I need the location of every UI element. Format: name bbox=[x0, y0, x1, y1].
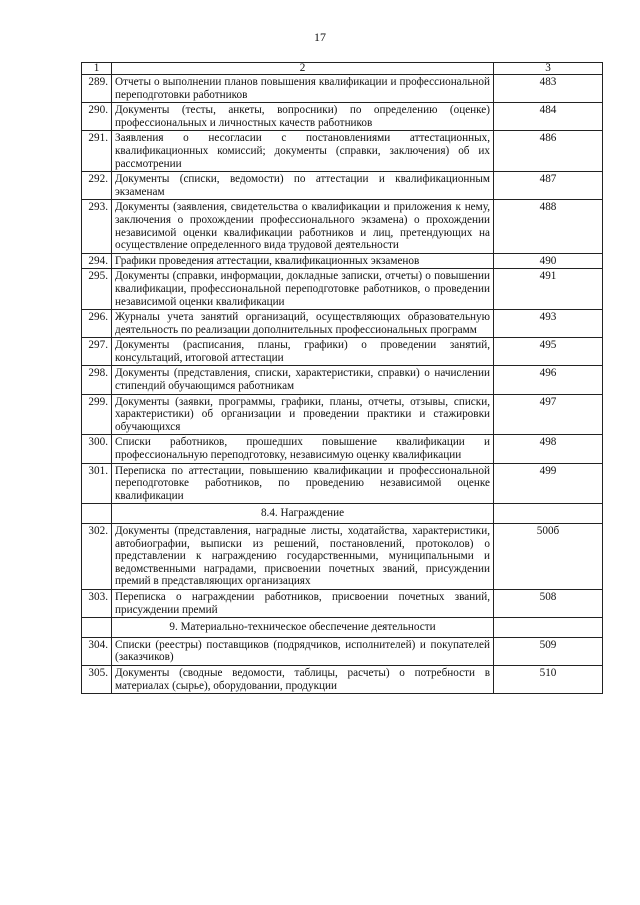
table-row bbox=[82, 589, 603, 617]
row-description: Документы (расписания, планы, графики) о проведении занятий, консультаций, итоговой аттестации bbox=[112, 338, 494, 366]
table-row bbox=[82, 366, 603, 394]
row-number: 300. bbox=[82, 435, 112, 463]
header-col-1: 1 bbox=[82, 63, 112, 75]
row-number: 305. bbox=[82, 665, 112, 693]
row-description: Документы (представления, наградные листы, ходатайства, характеристики, автобиографии, выписки из решений, постановлений, протоколов) о представлении к награждению государственными, муниципальными и ведомственными наградами, присвоении почетных званий, присуждении премий в представляющих организациях bbox=[112, 524, 494, 590]
table-row bbox=[82, 394, 603, 435]
row-description: Переписка о награждении работников, присвоении почетных званий, присуждении премий bbox=[112, 589, 494, 617]
records-table-body bbox=[82, 63, 603, 694]
table-row bbox=[82, 103, 603, 131]
row-description: Списки работников, прошедших повышение квалификации и профессиональную переподготовку, независимую оценку квалификации bbox=[112, 435, 494, 463]
table-row bbox=[82, 463, 603, 504]
table-row bbox=[82, 253, 603, 269]
table-row bbox=[82, 172, 603, 200]
row-number: 299. bbox=[82, 394, 112, 435]
section-empty-cell bbox=[494, 618, 603, 638]
row-number: 296. bbox=[82, 310, 112, 338]
row-number: 295. bbox=[82, 269, 112, 310]
header-col-3: 3 bbox=[494, 63, 603, 75]
row-article-number: 508 bbox=[494, 589, 603, 617]
row-number: 304. bbox=[82, 637, 112, 665]
section-title-logistics: 9. Материально-техническое обеспечение деятельности bbox=[112, 618, 494, 638]
row-number: 297. bbox=[82, 338, 112, 366]
row-number: 303. bbox=[82, 589, 112, 617]
row-number: 292. bbox=[82, 172, 112, 200]
header-col-2: 2 bbox=[112, 63, 494, 75]
row-description: Документы (справки, информации, докладные записки, отчеты) о повышении квалификации, профессиональной переподготовке работников, о проведении независимой оценки квалификации bbox=[112, 269, 494, 310]
table-row bbox=[82, 200, 603, 253]
table-row bbox=[82, 75, 603, 103]
table-row bbox=[82, 310, 603, 338]
row-number: 298. bbox=[82, 366, 112, 394]
section-title-awards: 8.4. Награждение bbox=[112, 504, 494, 524]
row-article-number: 500б bbox=[494, 524, 603, 590]
row-description: Графики проведения аттестации, квалификационных экзаменов bbox=[112, 253, 494, 269]
row-number: 302. bbox=[82, 524, 112, 590]
row-description: Списки (реестры) поставщиков (подрядчиков, исполнителей) и покупателей (заказчиков) bbox=[112, 637, 494, 665]
row-number: 293. bbox=[82, 200, 112, 253]
row-number: 290. bbox=[82, 103, 112, 131]
table-row bbox=[82, 665, 603, 693]
section-heading-row bbox=[82, 618, 603, 638]
page-number: 17 bbox=[314, 30, 326, 44]
row-article-number: 484 bbox=[494, 103, 603, 131]
row-description: Переписка по аттестации, повышению квалификации и профессиональной переподготовке работников, по проведению независимой оценке квалификации bbox=[112, 463, 494, 504]
row-description: Документы (сводные ведомости, таблицы, расчеты) о потребности в материалах (сырье), оборудовании, продукции bbox=[112, 665, 494, 693]
section-empty-cell bbox=[82, 504, 112, 524]
row-description: Документы (заявки, программы, графики, планы, отчеты, отзывы, списки, характеристики) об организации и проведении практики и стажировки обучающихся bbox=[112, 394, 494, 435]
row-number: 294. bbox=[82, 253, 112, 269]
row-article-number: 487 bbox=[494, 172, 603, 200]
table-row bbox=[82, 435, 603, 463]
row-article-number: 509 bbox=[494, 637, 603, 665]
row-description: Журналы учета занятий организаций, осуществляющих образовательную деятельность по реализации дополнительных профессиональных программ bbox=[112, 310, 494, 338]
row-article-number: 510 bbox=[494, 665, 603, 693]
row-description: Отчеты о выполнении планов повышения квалификации и профессиональной переподготовки работников bbox=[112, 75, 494, 103]
row-article-number: 488 bbox=[494, 200, 603, 253]
table-row bbox=[82, 269, 603, 310]
row-article-number: 491 bbox=[494, 269, 603, 310]
table-row bbox=[82, 131, 603, 172]
row-number: 301. bbox=[82, 463, 112, 504]
row-article-number: 495 bbox=[494, 338, 603, 366]
section-heading-row bbox=[82, 504, 603, 524]
row-description: Документы (представления, списки, характеристики, справки) о начислении стипендий обучающимся работникам bbox=[112, 366, 494, 394]
row-article-number: 499 bbox=[494, 463, 603, 504]
section-empty-cell bbox=[494, 504, 603, 524]
section-empty-cell bbox=[82, 618, 112, 638]
row-number: 291. bbox=[82, 131, 112, 172]
row-article-number: 486 bbox=[494, 131, 603, 172]
row-description: Заявления о несогласии с постановлениями аттестационных, квалификационных комиссий; документы (справки, заключения) об их рассмотрении bbox=[112, 131, 494, 172]
row-article-number: 496 bbox=[494, 366, 603, 394]
row-article-number: 497 bbox=[494, 394, 603, 435]
row-description: Документы (заявления, свидетельства о квалификации и приложения к нему, заключения о прохождении профессионального экзамена) о прохождении независимой оценки квалификации работников и лиц, претендующих на осуществление определенного вида трудовой деятельности bbox=[112, 200, 494, 253]
table-row bbox=[82, 524, 603, 590]
row-number: 289. bbox=[82, 75, 112, 103]
row-article-number: 493 bbox=[494, 310, 603, 338]
row-article-number: 483 bbox=[494, 75, 603, 103]
table-header-row bbox=[82, 63, 603, 75]
row-article-number: 498 bbox=[494, 435, 603, 463]
row-article-number: 490 bbox=[494, 253, 603, 269]
row-description: Документы (тесты, анкеты, вопросники) по определению (оценке) профессиональных и личностных качеств работников bbox=[112, 103, 494, 131]
table-row bbox=[82, 338, 603, 366]
records-table bbox=[81, 62, 603, 694]
table-row bbox=[82, 637, 603, 665]
row-description: Документы (списки, ведомости) по аттестации и квалификационным экзаменам bbox=[112, 172, 494, 200]
